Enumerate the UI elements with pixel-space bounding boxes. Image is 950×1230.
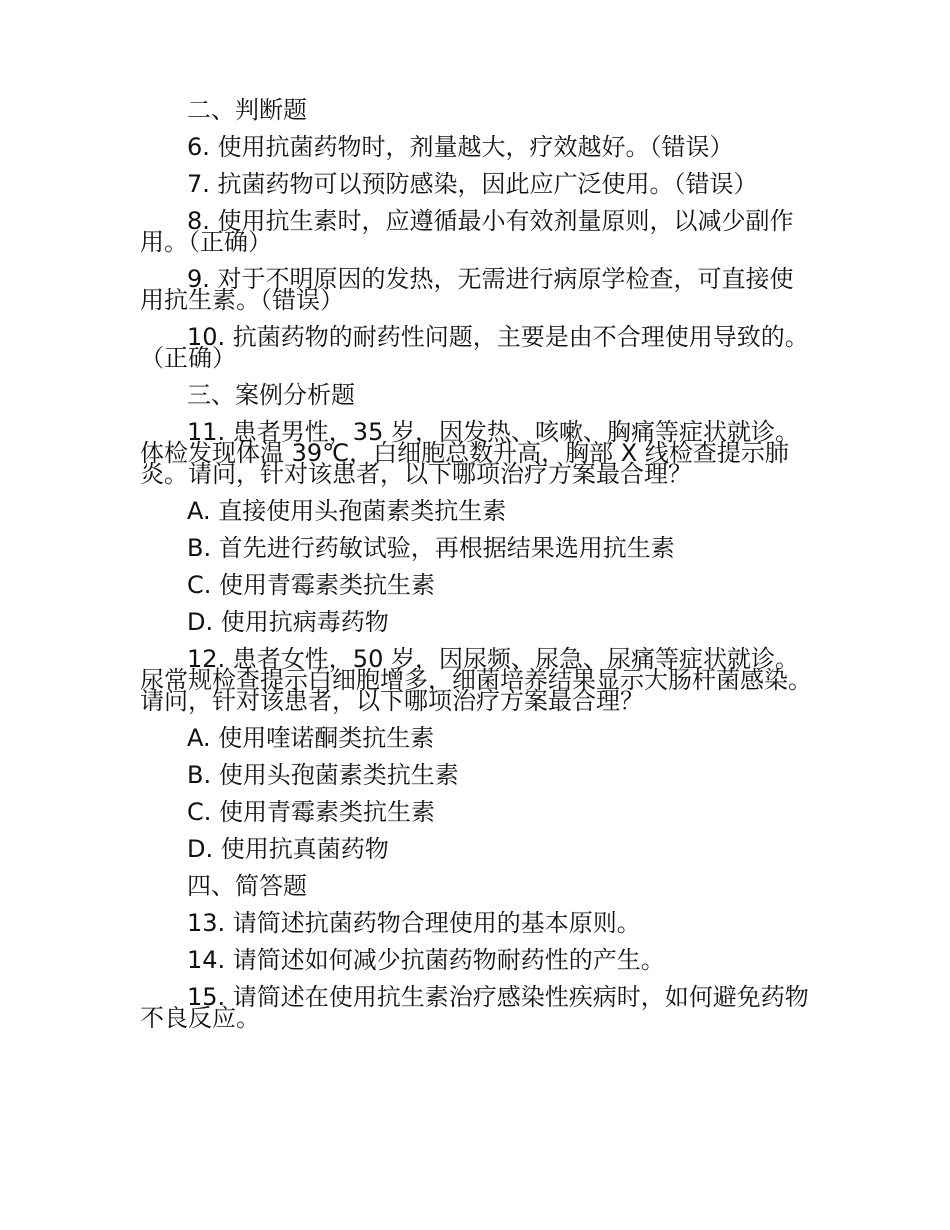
judgment-item-8: 8. 使用抗生素时，应遵循最小有效剂量原则，以减少副作用。（正确）: [140, 207, 794, 256]
document-page: [140, 96, 815, 1045]
section-heading-case: 三、案例分析题: [187, 381, 355, 409]
judgment-item-10: 10. 抗菌药物的耐药性问题，主要是由不合理使用导致的。（正确）: [140, 323, 809, 372]
short-item-14: 14. 请简述如何减少抗菌药物耐药性的产生。: [187, 946, 665, 974]
short-item-15: 15. 请简述在使用抗生素治疗感染性疾病时，如何避免药物不良反应。: [140, 983, 809, 1032]
judgment-item-7: 7. 抗菌药物可以预防感染，因此应广泛使用。（错误）: [187, 170, 758, 198]
case-question-12: 12. 患者女性，50 岁，因尿频、尿急、尿痛等症状就诊。尿常规检查提示白细胞增多，细菌培养结果显示大肠杆菌感染。请问，针对该患者，以下哪项治疗方案最合理？: [140, 645, 812, 715]
section-heading-short: 四、简答题: [187, 872, 307, 900]
section-heading-judgment: 二、判断题: [187, 96, 307, 124]
case-11-option-d: D. 使用抗病毒药物: [187, 608, 389, 636]
case-11-option-c: C. 使用青霉素类抗生素: [187, 571, 436, 599]
judgment-item-9: 9. 对于不明原因的发热，无需进行病原学检查，可直接使用抗生素。（错误）: [140, 265, 794, 314]
short-item-13: 13. 请简述抗菌药物合理使用的基本原则。: [187, 909, 641, 937]
case-question-11: 11. 患者男性，35 岁，因发热、咳嗽、胸痛等症状就诊。体检发现体温 39℃，白细胞总数升高，胸部 X 线检查提示肺炎。请问，针对该患者，以下哪项治疗方案最合理？: [140, 418, 799, 488]
case-12-option-b: B. 使用头孢菌素类抗生素: [187, 761, 459, 789]
case-12-option-a: A. 使用喹诺酮类抗生素: [187, 724, 435, 752]
judgment-item-6: 6. 使用抗菌药物时，剂量越大，疗效越好。（错误）: [187, 133, 734, 161]
case-12-option-c: C. 使用青霉素类抗生素: [187, 798, 436, 826]
case-11-option-a: A. 直接使用头孢菌素类抗生素: [187, 497, 507, 525]
case-12-option-d: D. 使用抗真菌药物: [187, 835, 389, 863]
case-11-option-b: B. 首先进行药敏试验，再根据结果选用抗生素: [187, 534, 675, 562]
